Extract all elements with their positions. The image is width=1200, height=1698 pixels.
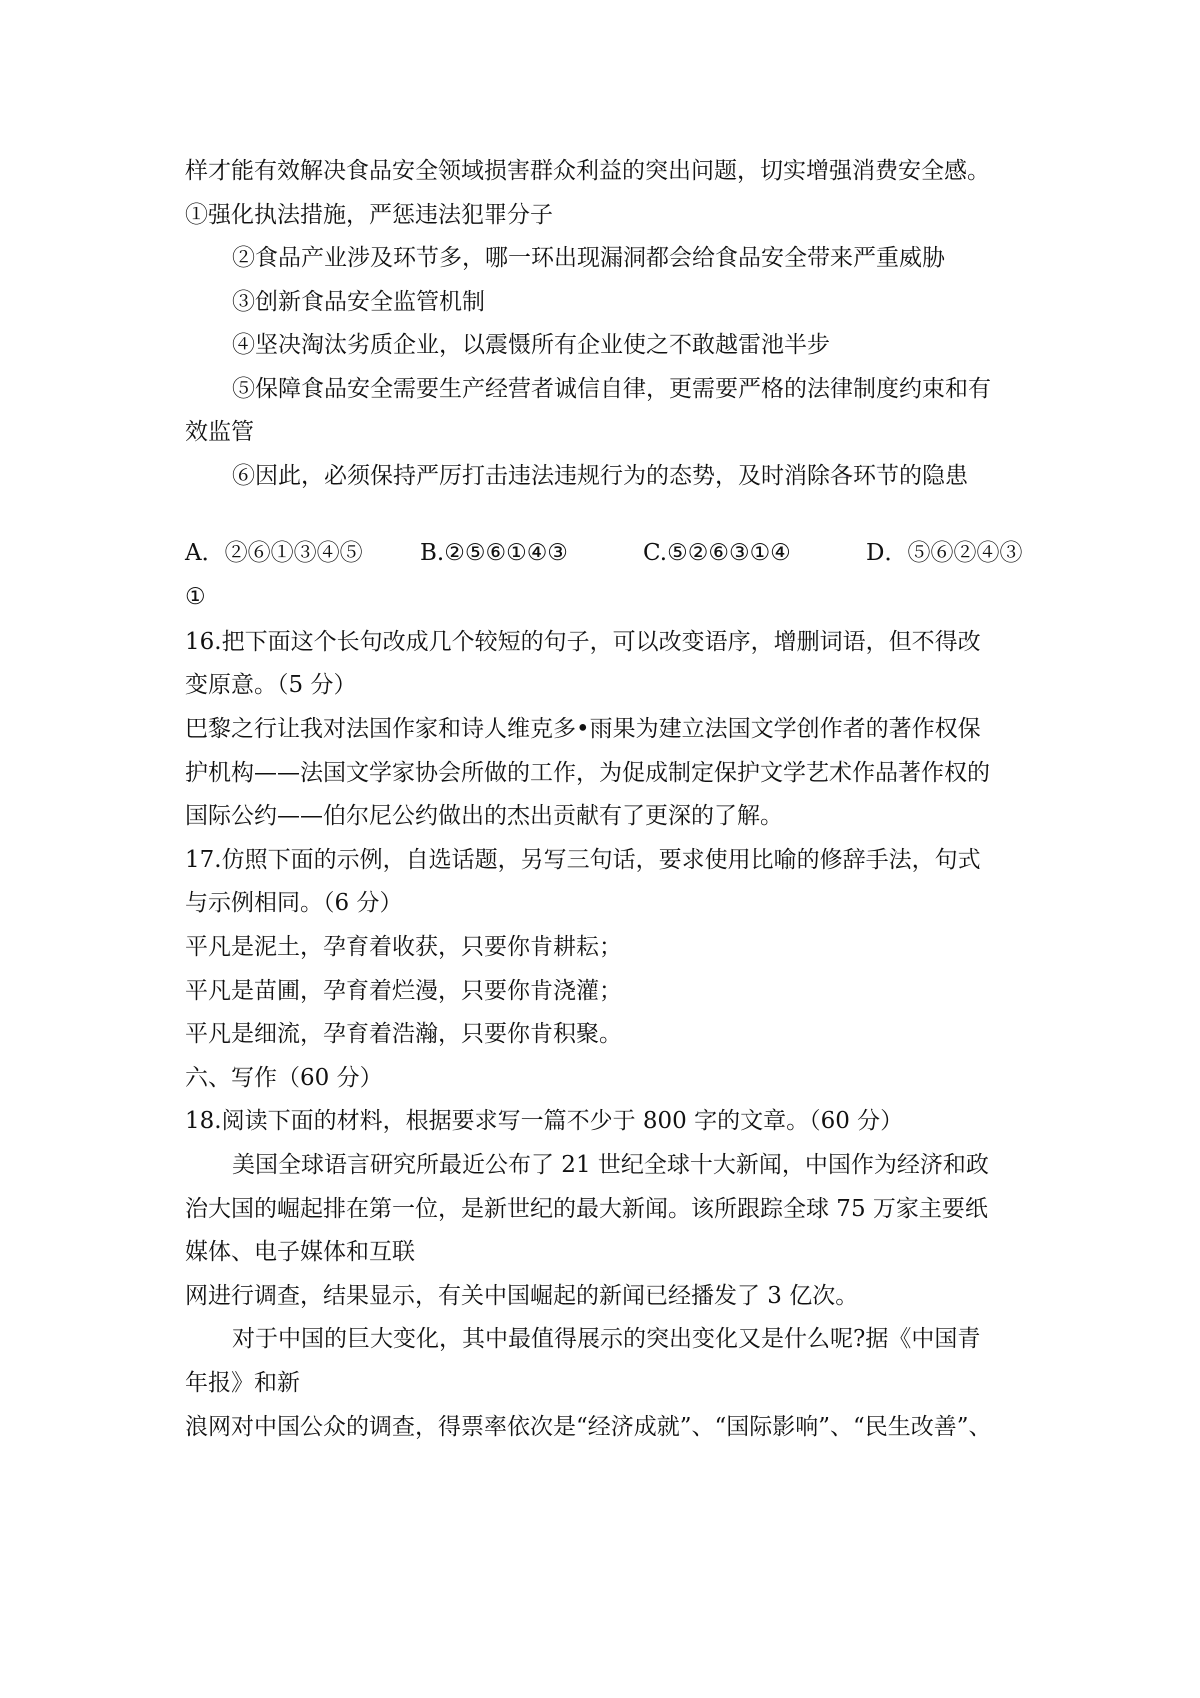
- q16-stem-2: 变原意。（5 分）: [185, 672, 357, 698]
- q18-p1-line-1: 美国全球语言研究所最近公布了 21 世纪全球十大新闻，中国作为经济和政: [232, 1152, 989, 1178]
- q16-body-2: 护机构——法国文学家协会所做的工作，为促成制定保护文学艺术作品著作权的: [185, 760, 990, 786]
- q17-example-2: 平凡是苗圃，孕育着烂漫，只要你肯浇灌；: [185, 978, 622, 1004]
- q18-p2-line-3: 浪网对中国公众的调查，得票率依次是“经济成就”、“国际影响”、“民生改善”、: [185, 1414, 992, 1440]
- q15-option-d: D．⑤⑥②④③: [866, 540, 1023, 566]
- q15-option-c: C.⑤②⑥③①④: [643, 540, 791, 566]
- q17-stem-2: 与示例相同。（6 分）: [185, 890, 403, 916]
- section-title: 六、写作（60 分）: [185, 1065, 383, 1091]
- q15-item-6: ⑥因此，必须保持严厉打击违法违规行为的态势，及时消除各环节的隐患: [232, 463, 968, 489]
- q15-item-3: ③创新食品安全监管机制: [232, 289, 485, 315]
- q15-item-5-cont: 效监管: [185, 419, 254, 445]
- q17-example-3: 平凡是细流，孕育着浩瀚，只要你肯积聚。: [185, 1021, 622, 1047]
- q15-option-b: B.②⑤⑥①④③: [420, 540, 568, 566]
- q15-item-1: ①强化执法措施，严惩违法犯罪分子: [185, 202, 553, 228]
- q17-example-1: 平凡是泥土，孕育着收获，只要你肯耕耘；: [185, 934, 622, 960]
- q16-body-1: 巴黎之行让我对法国作家和诗人维克多•雨果为建立法国文学创作者的著作权保: [185, 716, 981, 742]
- q18-p1-line-4: 网进行调查，结果显示，有关中国崛起的新闻已经播发了 3 亿次。: [185, 1283, 859, 1309]
- q15-item-4: ④坚决淘汰劣质企业，以震慑所有企业使之不敢越雷池半步: [232, 332, 830, 358]
- q15-options: [185, 538, 1025, 568]
- q18-p1-line-3: 媒体、电子媒体和互联: [185, 1239, 415, 1265]
- q15-lead-tail: 样才能有效解决食品安全领域损害群众利益的突出问题，切实增强消费安全感。: [185, 158, 990, 184]
- q17-stem-1: 17.仿照下面的示例，自选话题，另写三句话，要求使用比喻的修辞手法，句式: [185, 847, 981, 873]
- q15-option-d-wrap: ①: [185, 584, 206, 610]
- q15-option-a: A．②⑥①③④⑤: [185, 540, 363, 566]
- q15-item-5: ⑤保障食品安全需要生产经营者诚信自律，更需要严格的法律制度约束和有: [232, 376, 991, 402]
- q15-item-2: ②食品产业涉及环节多，哪一环出现漏洞都会给食品安全带来严重威胁: [232, 245, 945, 271]
- q16-stem-1: 16.把下面这个长句改成几个较短的句子，可以改变语序，增删词语，但不得改: [185, 629, 981, 655]
- q18-p2-line-1: 对于中国的巨大变化，其中最值得展示的突出变化又是什么呢?据《中国青: [232, 1326, 981, 1352]
- q18-p2-line-2: 年报》和新: [185, 1370, 300, 1396]
- q18-p1-line-2: 治大国的崛起排在第一位，是新世纪的最大新闻。该所跟踪全球 75 万家主要纸: [185, 1196, 988, 1222]
- q18-stem: 18.阅读下面的材料，根据要求写一篇不少于 800 字的文章。（60 分）: [185, 1108, 904, 1134]
- q16-body-3: 国际公约——伯尔尼公约做出的杰出贡献有了更深的了解。: [185, 803, 783, 829]
